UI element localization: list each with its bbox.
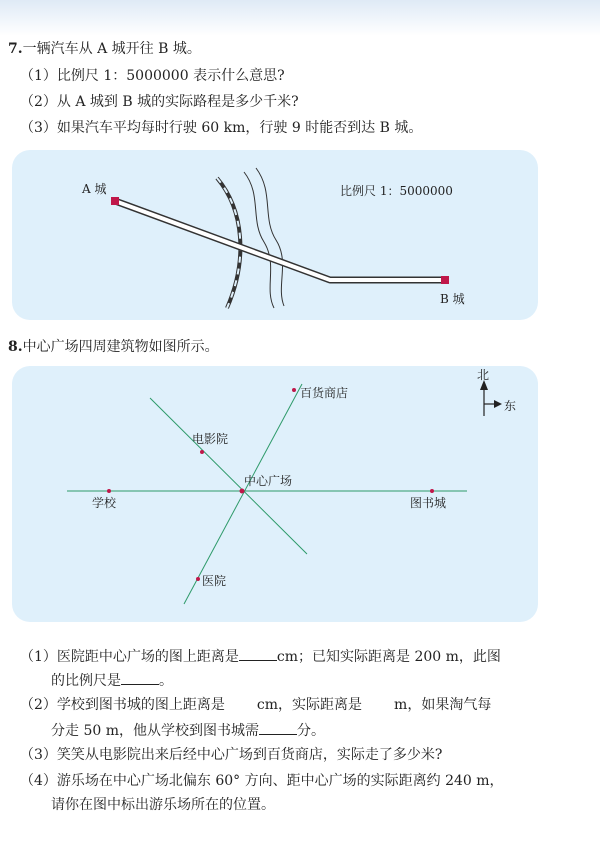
q8-intro: 中心广场四周建筑物如图所示。	[22, 339, 219, 355]
east-label: 东	[504, 399, 517, 413]
q8-part-1-line-2	[51, 670, 173, 690]
city-a-label: A 城	[82, 182, 107, 196]
q8-p1-text-d: 。	[159, 673, 173, 689]
q8-part-2-line-2	[51, 720, 325, 740]
hospital-label: 医院	[202, 574, 227, 588]
q8-number: 8.	[8, 339, 23, 355]
school-label: 学校	[92, 496, 117, 510]
q7-part-1: （1）比例尺 1：5000000 表示什么意思?	[20, 68, 285, 84]
answer-blank-2[interactable]	[121, 670, 159, 685]
north-label: 北	[477, 368, 490, 382]
top-band	[0, 0, 600, 36]
center-label: 中心广场	[244, 474, 293, 488]
q7-part-3: （3）如果汽车平均每时行驶 60 km，行驶 9 时能否到达 B 城。	[20, 120, 423, 136]
q8-p2-text-c: m，如果淘气每	[394, 697, 492, 713]
q7-heading	[8, 40, 201, 58]
store-label: 百货商店	[300, 386, 349, 400]
east-arrow-head	[494, 400, 502, 408]
q8-p2-text-b: cm，实际距离是	[256, 697, 363, 713]
q8-map-panel	[12, 366, 538, 622]
q8-heading	[8, 338, 219, 356]
store-dot	[292, 388, 296, 392]
q8-p2-text-a: （2）学校到图书城的图上距离是	[20, 697, 225, 713]
q8-p1-text-c: 的比例尺是	[51, 673, 121, 689]
q8-p2-text-e: 分。	[297, 723, 325, 739]
q8-part-3: （3）笑笑从电影院出来后经中心广场到百货商店，实际走了多少米?	[20, 747, 443, 763]
q7-intro: 一辆汽车从 A 城开往 B 城。	[22, 41, 201, 57]
q8-p2-text-d: 分走 50 m，他从学校到图书城需	[51, 723, 259, 739]
library-label: 图书城	[410, 496, 447, 510]
q8-p1-text-a: （1）医院距中心广场的图上距离是	[20, 649, 239, 665]
cinema-label: 电影院	[192, 432, 229, 446]
city-b-label: B 城	[440, 292, 465, 306]
q8-part-1-line-1	[20, 646, 501, 666]
scale-label: 比例尺 1：5000000	[340, 184, 453, 198]
answer-blank-3[interactable]	[259, 720, 297, 735]
q8-p1-text-b: cm；已知实际距离是 200 m，此图	[276, 649, 501, 665]
road-outline	[115, 201, 445, 280]
hospital-dot	[196, 577, 200, 581]
store-hospital-line	[184, 384, 302, 604]
q8-part-4-line-1: （4）游乐场在中心广场北偏东 60° 方向、距中心广场的实际距离约 240 m，	[20, 773, 504, 789]
q7-part-2: （2）从 A 城到 B 城的实际路程是多少千米?	[20, 94, 299, 110]
q8-part-4-line-2: 请你在图中标出游乐场所在的位置。	[51, 797, 275, 813]
cinema-dot	[200, 450, 204, 454]
q8-plaza-map	[12, 366, 538, 622]
library-dot	[430, 489, 434, 493]
q7-map-panel	[12, 150, 538, 320]
river-line-1	[244, 172, 274, 308]
center-dot	[240, 489, 245, 494]
q8-part-2-line-1	[20, 696, 491, 714]
city-b-marker	[441, 276, 449, 284]
q7-number: 7.	[8, 41, 23, 57]
road-fill	[115, 201, 445, 280]
school-dot	[107, 489, 111, 493]
city-a-marker	[111, 197, 119, 205]
answer-blank-1[interactable]	[239, 646, 277, 661]
